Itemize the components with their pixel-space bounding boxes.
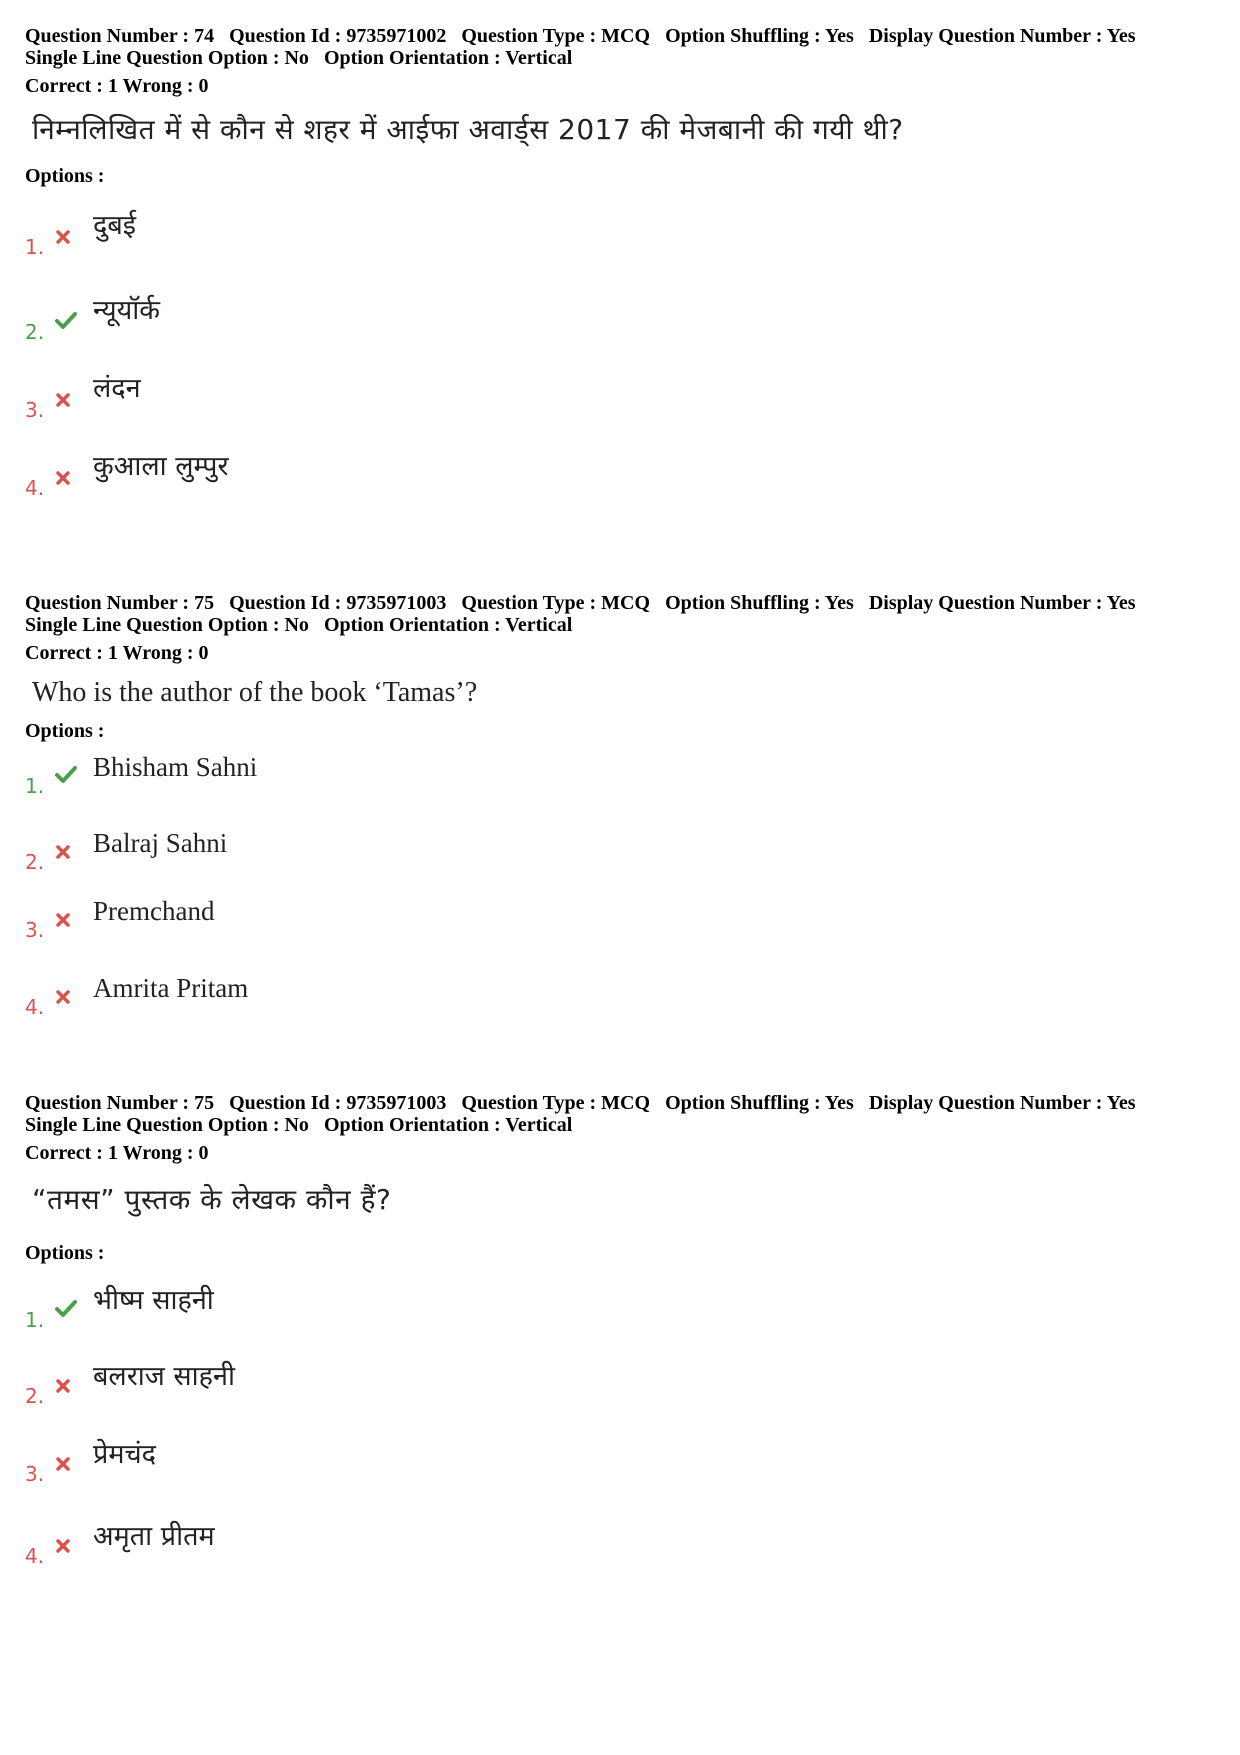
option-item <box>25 290 625 344</box>
option-orientation: Option Orientation : Vertical <box>323 614 573 636</box>
option-text: Balraj Sahni <box>93 828 228 858</box>
option-item <box>25 1516 625 1566</box>
cross-icon <box>55 844 71 860</box>
option-number: 4. <box>25 1544 45 1568</box>
meta-line-1 <box>25 592 1215 614</box>
option-item <box>25 1280 625 1330</box>
correct-score: Correct : 1 <box>25 75 118 97</box>
single-line-option: Single Line Question Option : No <box>25 47 309 69</box>
option-item <box>25 752 625 802</box>
option-shuffling: Option Shuffling : Yes <box>665 1092 854 1114</box>
question-block <box>25 592 1215 1032</box>
correct-score: Correct : 1 <box>25 642 118 664</box>
check-icon <box>55 766 77 784</box>
option-number: 2. <box>25 320 45 344</box>
option-shuffling: Option Shuffling : Yes <box>665 592 854 614</box>
option-text: लंदन <box>93 373 141 404</box>
option-orientation: Option Orientation : Vertical <box>323 47 573 69</box>
option-number: 2. <box>25 1384 45 1408</box>
cross-icon <box>55 229 71 245</box>
cross-icon <box>55 1538 71 1554</box>
option-text: कुआला लुम्पुर <box>93 451 229 482</box>
option-text: दुबई <box>93 210 137 241</box>
option-text: प्रेमचंद <box>93 1439 156 1470</box>
question-type: Question Type : MCQ <box>461 25 651 47</box>
wrong-score: Wrong : 0 <box>122 75 209 97</box>
question-meta <box>25 1092 1215 1136</box>
meta-line-2 <box>25 614 1215 636</box>
option-number: 3. <box>25 918 45 942</box>
option-text: बलराज साहनी <box>93 1361 235 1392</box>
display-question-number: Display Question Number : Yes <box>868 1092 1136 1114</box>
option-number: 4. <box>25 995 45 1019</box>
cross-icon <box>55 392 71 408</box>
options-label: Options : <box>25 720 105 742</box>
question-number: Question Number : 75 <box>25 1092 215 1114</box>
option-item <box>25 896 625 946</box>
option-text: Bhisham Sahni <box>93 752 258 782</box>
option-item <box>25 205 625 259</box>
option-text: भीष्म साहनी <box>93 1285 214 1316</box>
question-id: Question Id : 9735971002 <box>229 25 447 47</box>
meta-line-1 <box>25 25 1215 47</box>
option-orientation: Option Orientation : Vertical <box>323 1114 573 1136</box>
question-text: “तमस” पुस्तक के लेखक कौन हैं? <box>32 1183 392 1216</box>
option-text: Amrita Pritam <box>93 973 249 1003</box>
scoring <box>25 75 1215 97</box>
cross-icon <box>55 1378 71 1394</box>
option-number: 1. <box>25 235 45 259</box>
display-question-number: Display Question Number : Yes <box>868 25 1136 47</box>
single-line-option: Single Line Question Option : No <box>25 1114 309 1136</box>
correct-score: Correct : 1 <box>25 1142 118 1164</box>
option-item <box>25 1356 625 1406</box>
option-number: 1. <box>25 1308 45 1332</box>
question-type: Question Type : MCQ <box>461 592 651 614</box>
option-shuffling: Option Shuffling : Yes <box>665 25 854 47</box>
option-number: 4. <box>25 476 45 500</box>
question-meta <box>25 25 1215 69</box>
display-question-number: Display Question Number : Yes <box>868 592 1136 614</box>
wrong-score: Wrong : 0 <box>122 1142 209 1164</box>
option-number: 1. <box>25 774 45 798</box>
cross-icon <box>55 470 71 486</box>
check-icon <box>55 312 77 330</box>
options-label: Options : <box>25 1242 105 1264</box>
cross-icon <box>55 989 71 1005</box>
option-item <box>25 828 625 878</box>
cross-icon <box>55 912 71 928</box>
option-item <box>25 973 625 1023</box>
meta-line-2 <box>25 1114 1215 1136</box>
question-type: Question Type : MCQ <box>461 1092 651 1114</box>
option-item <box>25 368 625 422</box>
check-icon <box>55 1300 77 1318</box>
option-number: 2. <box>25 850 45 874</box>
options-label: Options : <box>25 165 105 187</box>
question-text: Who is the author of the book ‘Tamas’? <box>32 677 478 708</box>
question-id: Question Id : 9735971003 <box>229 1092 447 1114</box>
cross-icon <box>55 1456 71 1472</box>
option-text: अमृता प्रीतम <box>93 1521 215 1552</box>
scoring <box>25 1142 1215 1164</box>
question-number: Question Number : 75 <box>25 592 215 614</box>
option-item <box>25 1434 625 1484</box>
wrong-score: Wrong : 0 <box>122 642 209 664</box>
meta-line-2 <box>25 47 1215 69</box>
option-item <box>25 446 625 500</box>
meta-line-1 <box>25 1092 1215 1114</box>
scoring <box>25 642 1215 664</box>
option-text: Premchand <box>93 896 215 926</box>
option-number: 3. <box>25 398 45 422</box>
option-number: 3. <box>25 1462 45 1486</box>
question-id: Question Id : 9735971003 <box>229 592 447 614</box>
question-number: Question Number : 74 <box>25 25 215 47</box>
option-text: न्यूयॉर्क <box>93 295 161 326</box>
question-text: निम्नलिखित में से कौन से शहर में आईफा अवार्ड्स 2017 की मेजबानी की गयी थी? <box>32 113 904 146</box>
question-block <box>25 1092 1215 1592</box>
question-block <box>25 25 1215 525</box>
single-line-option: Single Line Question Option : No <box>25 614 309 636</box>
question-meta <box>25 592 1215 636</box>
